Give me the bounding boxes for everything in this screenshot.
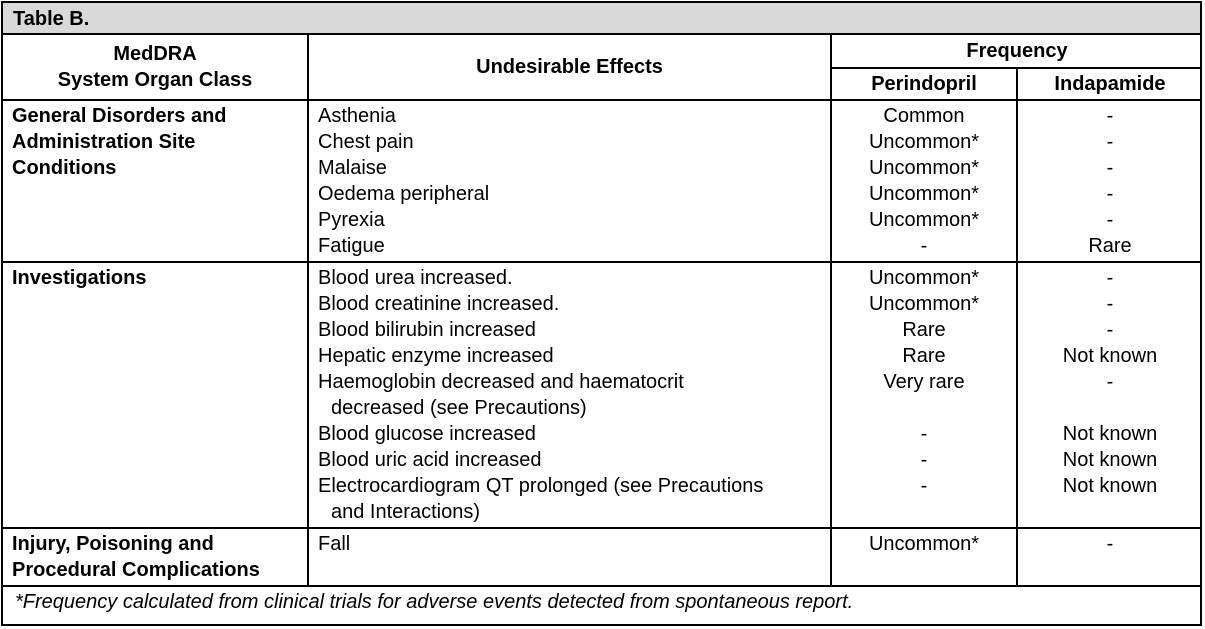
effect-item (318, 369, 821, 421)
indapamide-cell (1017, 528, 1202, 586)
perindopril-frequency: - (920, 235, 928, 257)
header-perindopril: Perindopril (831, 68, 1017, 100)
indapamide-frequency: Not known (1062, 423, 1158, 445)
soc-cell (3, 528, 308, 586)
effect-text: Oedema peripheral (318, 183, 490, 205)
effect-item (318, 421, 821, 447)
indapamide-frequency: Rare (1088, 235, 1132, 257)
soc-line: General Disorders and (12, 105, 227, 127)
perindopril-frequency: - (920, 449, 928, 471)
effect-text: and Interactions) (331, 501, 480, 523)
effect-text: Haemoglobin decreased and haematocrit (318, 371, 684, 393)
effect-text: Blood urea increased. (318, 267, 513, 289)
effect-text: Electrocardiogram QT prolonged (see Precautions (318, 475, 764, 497)
soc-line: Conditions (12, 157, 117, 179)
effect-item (318, 265, 821, 291)
effect-item (318, 129, 821, 155)
perindopril-frequency: Uncommon* (868, 293, 980, 315)
effect-item (318, 291, 821, 317)
indapamide-frequency: Not known (1062, 475, 1158, 497)
effect-text: Malaise (318, 157, 387, 179)
effect-text: Blood uric acid increased (318, 449, 542, 471)
soc-line: Investigations (12, 267, 147, 289)
indapamide-frequency: - (1106, 131, 1114, 153)
header-indapamide: Indapamide (1017, 68, 1202, 100)
perindopril-frequency: Uncommon* (868, 533, 980, 555)
effect-item (318, 473, 821, 525)
effect-text: Blood creatinine increased. (318, 293, 560, 315)
effect-item (318, 155, 821, 181)
indapamide-cell (1017, 100, 1202, 262)
indapamide-frequency: - (1106, 533, 1114, 555)
header-soc-line1: MedDRA (113, 43, 197, 65)
effect-text: Chest pain (318, 131, 414, 153)
perindopril-frequency: Uncommon* (868, 267, 980, 289)
header-soc (3, 35, 308, 100)
effect-item (318, 317, 821, 343)
perindopril-frequency: Uncommon* (868, 183, 980, 205)
header-effects: Undesirable Effects (308, 35, 831, 100)
indapamide-frequency: - (1106, 157, 1114, 179)
effect-item (318, 207, 821, 233)
soc-group-row (3, 100, 1202, 262)
soc-group-row (3, 262, 1202, 528)
perindopril-cell (831, 262, 1017, 528)
table-body (3, 100, 1202, 586)
header-soc-line2: System Organ Class (57, 69, 253, 91)
indapamide-frequency: Not known (1062, 449, 1158, 471)
perindopril-cell (831, 528, 1017, 586)
indapamide-frequency: - (1106, 267, 1114, 289)
effects-cell (308, 528, 831, 586)
effects-cell (308, 262, 831, 528)
effect-text: Asthenia (318, 105, 396, 127)
indapamide-cell (1017, 262, 1202, 528)
effect-item (318, 343, 821, 369)
effect-item (318, 181, 821, 207)
header-frequency: Frequency (831, 35, 1202, 68)
effect-item (318, 233, 821, 259)
effect-text: Hepatic enzyme increased (318, 345, 554, 367)
soc-line: Procedural Complications (12, 559, 260, 581)
soc-line: Administration Site (12, 131, 196, 153)
effect-item (318, 103, 821, 129)
effect-item (318, 447, 821, 473)
table-title: Table B. (3, 3, 1200, 35)
indapamide-frequency: Not known (1062, 345, 1158, 367)
soc-line: Injury, Poisoning and (12, 533, 214, 555)
soc-cell (3, 100, 308, 262)
perindopril-frequency: Rare (902, 319, 946, 341)
effect-text: Blood glucose increased (318, 423, 536, 445)
perindopril-frequency: Rare (902, 345, 946, 367)
indapamide-frequency: - (1106, 209, 1114, 231)
effect-text: Blood bilirubin increased (318, 319, 536, 341)
adverse-effects-table (3, 35, 1202, 621)
effect-text: Fatigue (318, 235, 385, 257)
indapamide-frequency: - (1106, 105, 1114, 127)
perindopril-cell (831, 100, 1017, 262)
indapamide-frequency: - (1106, 371, 1114, 393)
perindopril-frequency: Uncommon* (868, 131, 980, 153)
perindopril-frequency: Common (883, 105, 965, 127)
indapamide-frequency: - (1106, 293, 1114, 315)
soc-group-row (3, 528, 1202, 586)
effects-cell (308, 100, 831, 262)
effect-text: Pyrexia (318, 209, 385, 231)
adverse-effects-table-container (1, 1, 1202, 626)
effect-item (318, 531, 821, 557)
indapamide-frequency: - (1106, 319, 1114, 341)
effect-text: decreased (see Precautions) (331, 397, 587, 419)
indapamide-frequency: - (1106, 183, 1114, 205)
effect-text: Fall (318, 533, 351, 555)
perindopril-frequency: Uncommon* (868, 157, 980, 179)
footnote: *Frequency calculated from clinical trials for adverse events detected from spontaneous report. (3, 586, 1202, 621)
perindopril-frequency: Uncommon* (868, 209, 980, 231)
perindopril-frequency: - (920, 423, 928, 445)
perindopril-frequency: - (920, 475, 928, 497)
perindopril-frequency: Very rare (883, 371, 965, 393)
soc-cell (3, 262, 308, 528)
